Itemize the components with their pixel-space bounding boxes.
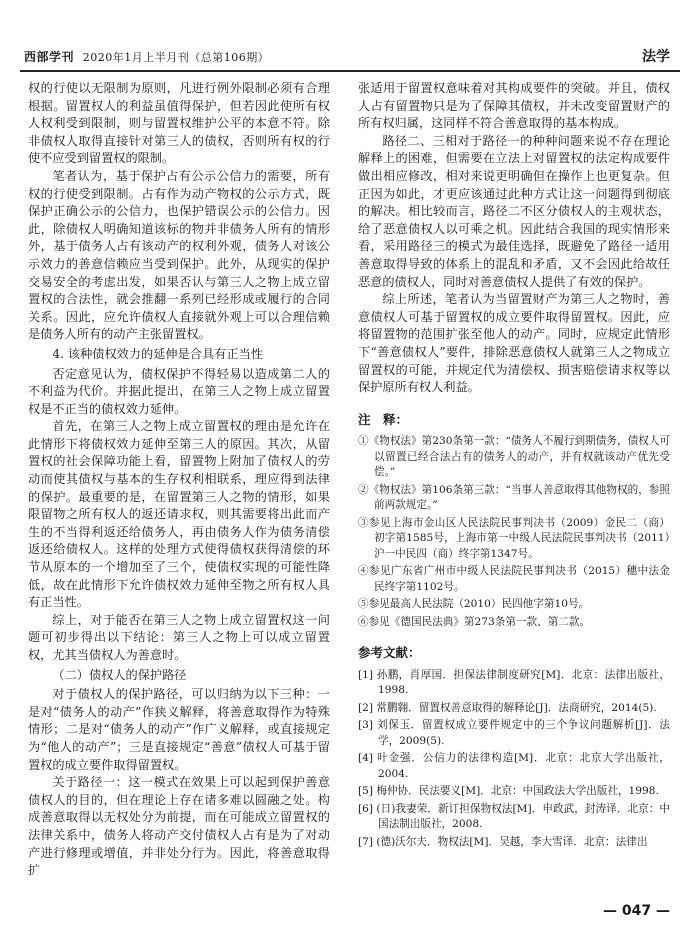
reference-item: [4] 叶金强．公信力的法律构造[M]．北京：北京大学出版社，2004. <box>358 752 670 780</box>
body-paragraph: 综上所述，笔者认为当留置财产为第三人之物时，善意债权人可基于留置权的成立要件取得留置权。因此，应将留置物的范围扩张至他人的动产。同时，应规定此情形下“善意债权人”要件，排除恶意债权人就第三人之物成立留置权的可能，并规定代为清偿权、损害赔偿请求权等以保护原所有权人利益。 <box>358 292 670 395</box>
header-rule <box>20 70 680 72</box>
references-list <box>358 668 670 851</box>
right-column-body <box>358 80 670 397</box>
footnote-item: ③参见上海市金山区人民法院民事判决书（2009）金民二（商）初字第1585号，上海市第一中级人民法院民事判决书（2011）沪一中民四（商）终字第1347号。 <box>358 516 670 560</box>
page-number: — 047 — <box>603 903 670 919</box>
footnote-item: ⑥参见《德国民法典》第273条第一款、第二款。 <box>358 615 591 628</box>
right-column <box>358 80 670 852</box>
footnote-item: ②《物权法》第106条第三款：“当事人善意取得其他物权的，参照前两款规定。” <box>358 483 670 512</box>
reference-item: [1] 孙鹏，肖厚国．担保法律制度研究[M]．北京：法律出版社，1998. <box>358 668 670 697</box>
section-heading: 4. 该种债权效力的延伸是合具有正当性 <box>52 346 263 361</box>
reference-item: [5] 梅仲协．民法要义[M]．北京：中国政法大学出版社，1998. <box>358 785 659 798</box>
body-paragraph: 否定意见认为，债权保护不得轻易以造成第二人的不利益为代价。并据此提出，在第三人之物上成立留置权是不正当的债权效力延伸。 <box>28 366 330 416</box>
reference-item: [2] 常鹏翱．留置权善意取得的解释论[J]．法商研究，2014(5). <box>358 701 657 714</box>
left-column <box>28 80 330 880</box>
reference-item: [7] (德)沃尔夫．物权法[M]．吴越，李大雪译．北京：法律出 <box>358 835 648 848</box>
body-paragraph: 权的行使以无限制为原则，凡进行例外限制必须有合理根据。留置权人的利益虽值得保护，但若因此使所有权人权利受到限制，则与留置权维护公平的本意不符。除非债权人取得直接针对第三人的债权，否则所有权的行使不应受到留置权的限制。 <box>28 81 330 166</box>
body-paragraph: 首先，在第三人之物上成立留置权的理由是允许在此情形下将债权效力延伸至第三人的原因。其次，从留置权的社会保障功能上看，留置物上附加了债权人的劳动而使其债权与基本的生存权利相联系，理应得到法律的保护。最重要的是，在留置第三人之物的情形，如果限留物之所有权人的返还请求权，则其需要将出此而产生的不当得利返还给债务人，再由债务人作为债务清偿返还给债权人。这样的处理方式使得债权获得清偿的环节从原本的一个增加至了三个，使债权实现的可能性降低，故在此情形下允许债权效力延伸至物之所有权人具有正当性。 <box>28 419 330 610</box>
footnote-item: ①《物权法》第230条第一款：“债务人不履行到期债务，债权人可以留置已经合法占有的债务人的动产，并有权就该动产优先受偿。” <box>358 435 670 479</box>
journal-name: 西部学刊 <box>24 50 75 64</box>
section-field: 法学 <box>642 49 670 65</box>
reference-item: [6] (日)我妻荣．新订担保物权法[M]．申政武，封涛译．北京：中国法制出版社，2008. <box>358 802 670 831</box>
reference-item: [3] 刘保玉．留置权成立要件规定中的三个争议问题解析[J]．法学，2009(5). <box>358 719 670 747</box>
section-heading: （二）债权人的保护路径 <box>52 667 187 682</box>
journal-issue: 2020年1月上半月刊（总第106期） <box>82 51 270 64</box>
body-paragraph: 关于路径一：这一模式在效果上可以起到保护善意债权人的目的，但在理论上存在诸多难以圆融之处。构成善意取得以无权处分为前提，而在可能成立留置权的法律关系中，债务人将动产交付债权人占有是为了对动产进行修理或增值，并非处分行为。因此，将善意取得扩 <box>28 775 330 878</box>
body-paragraph: 路径二、三相对于路径一的种种问题来说不存在理论解释上的困难，但需要在立法上对留置权的法定构成要件做出相应修改，相对来说更明确但在操作上也更复杂。但正因为如此，才更应该通过此种方式让这一问题得到彻底的解决。相比较而言，路径二不区分债权人的主观状态，给了恶意债权人以可乘之机。因此结合我国的现实情形来看，采用路径三的模式为最佳选择，既避免了路径一适用善意取得导致的体系上的混乱和矛盾，又不会因此给故任恶意的债权人，同时对善意债权人提供了有效的保护。 <box>358 133 670 289</box>
notes-title: 注 释： <box>358 411 409 427</box>
notes-list <box>358 434 670 630</box>
page-header <box>20 46 680 68</box>
footnote-item: ④参见广东省广州市中级人民法院民事判决书（2015）穗中法金民终字第1102号。 <box>358 565 670 593</box>
journal-title <box>24 48 269 65</box>
body-paragraph: 张适用于留置权意味着对其构成要件的突破。并且，债权人占有留置物只是为了保障其债权，并未改变留置财产的所有权归属，这同样不符合善意取得的基本构成。 <box>358 81 670 131</box>
references-title: 参考文献： <box>358 645 421 661</box>
body-paragraph: 笔者认为，基于保护占有公示公信力的需要，所有权的行使受到限制。占有作为动产物权的公示方式，既保护正确公示的公信力，也保护错误公示的公信力。因此，除债权人明确知道该标的物并非债务人所有的情形外，基于债务人占有该动产的权利外观，债务人对该公示效力的善意信赖应当受到保护。此外，从现实的保护交易安全的考虑出发，如果否认与第三人之物上成立留置权的合法性，就会推翻一系列已经形成或履行的合同关系。因此，应允许债权人直接就外观上可以合理信赖是债务人所有的动产主张留置权。 <box>28 168 330 342</box>
footnote-item: ⑤参见最高人民法院（2010）民四他字第10号。 <box>358 598 590 611</box>
body-paragraph: 对于债权人的保护路径，可以归纳为以下三种：一是对“债务人的动产”作狭义解释，将善意取得作为特殊情形；二是对“债务人的动产”作广义解释，或直接规定为“他人的动产”；三是直接规定“善意”债权人可基于留置权的成立要件取得留置权。 <box>28 687 330 772</box>
body-paragraph: 综上，对于能否在第三人之物上成立留置权这一问题可初步得出以下结论：第三人之物上可以成立留置权，尤其当债权人为善意时。 <box>28 612 330 662</box>
